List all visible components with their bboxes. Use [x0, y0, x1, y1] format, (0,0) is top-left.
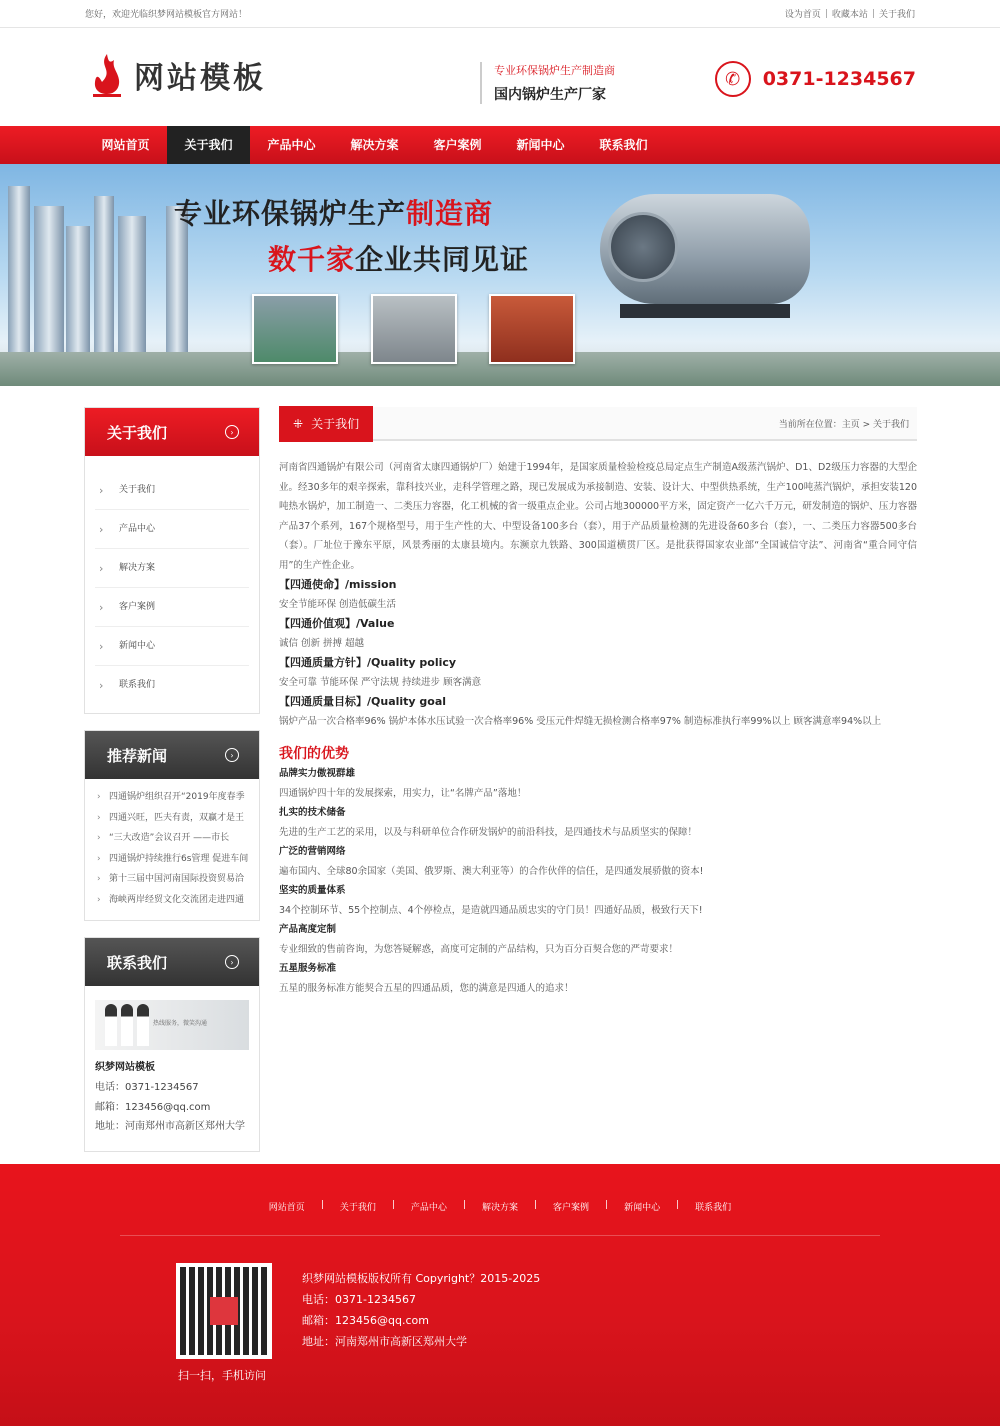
sidebar-item-cases[interactable]: › 客户案例	[95, 588, 249, 627]
section-heading: 【四通质量方针】/Quality policy	[279, 656, 457, 669]
nav-news[interactable]: 新闻中心	[516, 138, 565, 152]
footer-link-products[interactable]: 产品中心	[410, 1203, 447, 1213]
news-box-title: 推荐新闻	[107, 746, 168, 765]
footer-link-home[interactable]: 网站首页	[268, 1203, 305, 1213]
banner-thumb-2[interactable]	[371, 294, 457, 364]
sidebar-item-contact[interactable]: › 联系我们	[95, 666, 249, 705]
news-box-header	[85, 731, 259, 779]
section-text: 诚信 创新 拼搏 超越	[279, 637, 365, 649]
section-heading: 【四通价值观】/Value	[279, 617, 395, 630]
main-nav	[0, 126, 1000, 164]
footer-info	[302, 1268, 540, 1352]
content-title-tab	[279, 406, 373, 442]
advantage-heading: 坚实的质量体系	[279, 885, 346, 896]
service-image	[95, 1000, 249, 1050]
footer-divider	[120, 1235, 880, 1236]
sidebar	[84, 407, 260, 1168]
person-figure	[137, 1004, 149, 1046]
building-image	[66, 226, 90, 356]
section-text: 锅炉产品一次合格率96% 锅炉本体水压试验一次合格率96% 受压元件焊缝无损检测合格率97% 制造标准执行率99%以上 顾客满意率94%以上	[279, 715, 882, 727]
footer-mail: 邮箱：123456@qq.com	[302, 1314, 429, 1327]
nav-about[interactable]: 关于我们	[167, 126, 250, 164]
bookmark-link[interactable]: 收藏本站	[831, 10, 868, 20]
news-item[interactable]: › 四通兴旺，匹夫有责，双赢才是王	[95, 808, 249, 829]
phone-icon: ✆	[715, 61, 751, 97]
logo[interactable]	[90, 52, 266, 98]
boiler-image	[600, 194, 810, 304]
section-text: 安全可靠 节能环保 严守法规 持续进步 顾客满意	[279, 676, 482, 688]
building-image	[34, 206, 64, 356]
section-heading: 【四通质量目标】/Quality goal	[279, 695, 447, 708]
banner-headline-part: 专业环保锅炉生产	[174, 197, 407, 230]
footer-nav	[0, 1200, 1000, 1213]
boiler-door	[608, 212, 678, 282]
about-box-title: 关于我们	[107, 423, 168, 442]
about-box	[84, 407, 260, 714]
slogan-line1: 专业环保锅炉生产制造商	[494, 64, 615, 77]
qr-code	[176, 1263, 272, 1359]
advantage-text: 34个控制环节、55个控制点、4个停检点，是造就四通品质忠实的守门员！四通好品质，极致行天下!	[279, 904, 703, 916]
top-links	[785, 7, 915, 20]
advantage-heading: 广泛的营销网络	[279, 846, 346, 857]
nav-solutions[interactable]: 解决方案	[350, 138, 399, 152]
news-item[interactable]: › 四通锅炉组织召开“2019年度春季	[95, 787, 249, 808]
footer-link-about[interactable]: 关于我们	[339, 1203, 376, 1213]
footer-link-cases[interactable]: 客户案例	[553, 1203, 590, 1213]
company-intro: 河南省四通锅炉有限公司（河南省太康四通锅炉厂）始建于1994年，是国家质量检验检疫总局定点生产制造A级蒸汽锅炉、D1、D2级压力容器的大型企业。经30多年的艰辛探索，靠科技兴业，走科学管理之路，现已发展成为承接制造、安装、设计大、中型供热系统，生产100吨蒸汽锅炉，承担安装120吨热水锅炉，加工制造一、二类压力容器，化工机械的省一级重点企业。公司占地300000平方米，固定资产一亿六千万元，研发制造的锅炉、压力容器产品37个系列，167个规格型号，用于生产性的大、中型设备100多台（套），用于产品质量检测的先进设备60多台（套），一、二类压力容器500多台（套）。厂址位于豫东平原，风景秀丽的太康县境内。东濒京九铁路、300国道横贯厂区。是批获得国家农业部“全国诚信守法”、河南省“重合同守信用”的生产性企业。	[279, 462, 917, 571]
top-bar	[0, 0, 1000, 28]
header	[0, 28, 1000, 126]
advantage-text: 遍布国内、全球80余国家（美国、俄罗斯、澳大利亚等）的合作伙伴的信任，是四通发展骄傲的资本!	[279, 865, 704, 877]
divider: |	[534, 1200, 538, 1210]
breadcrumb[interactable]: 当前所在位置：主页 > 关于我们	[778, 419, 909, 430]
contact-box-header	[85, 938, 259, 986]
news-item[interactable]: › 海峡两岸经贸文化交流团走进四通	[95, 890, 249, 911]
contact-mail: 邮箱：123456@qq.com	[95, 1101, 211, 1113]
section-heading: 【四通使命】/mission	[279, 578, 397, 591]
main-area	[0, 386, 1000, 1156]
person-figure	[121, 1004, 133, 1046]
banner	[0, 164, 1000, 386]
divider: |	[605, 1200, 609, 1210]
advantage-heading: 品牌实力傲视群雄	[279, 768, 356, 779]
footer	[0, 1164, 1000, 1426]
content	[279, 407, 917, 998]
contact-addr: 地址：河南郑州市高新区郑州大学	[95, 1121, 245, 1132]
advantage-heading: 扎实的技术储备	[279, 807, 346, 818]
building-image	[118, 216, 146, 356]
contact-info	[85, 986, 259, 1151]
footer-addr: 地址：河南郑州市高新区郑州大学	[302, 1335, 467, 1348]
content-title: 关于我们	[311, 417, 360, 431]
footer-link-news[interactable]: 新闻中心	[624, 1203, 661, 1213]
advantage-text: 五星的服务标准方能契合五星的四通品质，您的满意是四通人的追求！	[279, 982, 574, 994]
divider: |	[824, 8, 828, 19]
welcome-text: 您好，欢迎光临织梦网站模板官方网站！	[85, 10, 248, 20]
advantage-text: 专业细致的售前咨询，为您答疑解惑，高度可定制的产品结构，只为百分百契合您的严苛要求！	[279, 943, 679, 955]
nav-home[interactable]: 网站首页	[101, 138, 150, 152]
building-image	[94, 196, 114, 356]
news-item[interactable]: › 第十三届中国河南国际投资贸易洽	[95, 869, 249, 890]
banner-subline-part: 企业共同见证	[355, 243, 530, 276]
service-image-text: 热线服务，微笑沟通	[153, 1020, 208, 1027]
advantage-text: 先进的生产工艺的采用，以及与科研单位合作研发锅炉的前沿科技，是四通技术与品质坚实的保障！	[279, 826, 698, 838]
logo-text: 网站模板	[134, 61, 266, 96]
footer-link-solutions[interactable]: 解决方案	[481, 1203, 518, 1213]
news-item[interactable]: › “三大改造”会议召开 ——市长	[95, 828, 249, 849]
section-text: 安全节能环保 创造低碳生活	[279, 598, 397, 610]
content-header	[279, 407, 917, 441]
advantage-heading: 产品高度定制	[279, 924, 337, 935]
arrow-right-icon[interactable]: ›	[225, 955, 239, 969]
hotline	[715, 61, 916, 97]
boiler-base	[620, 304, 790, 318]
about-menu	[85, 456, 259, 713]
divider: |	[676, 1200, 680, 1210]
contact-box	[84, 937, 260, 1152]
sidebar-item-about[interactable]: › 关于我们	[95, 471, 249, 510]
qr-block	[176, 1263, 272, 1383]
contact-name: 织梦网站模板	[95, 1062, 155, 1073]
grid-icon: ⁜	[293, 417, 304, 431]
nav-contact[interactable]: 联系我们	[599, 138, 648, 152]
set-homepage-link[interactable]: 设为首页	[784, 10, 821, 20]
content-body	[279, 441, 917, 998]
divider: |	[320, 1200, 324, 1210]
divider: |	[871, 8, 875, 19]
banner-subline	[268, 238, 529, 278]
contact-tel: 电话：0371-1234567	[95, 1082, 199, 1093]
banner-headline	[174, 192, 493, 232]
banner-thumb-1[interactable]	[252, 294, 338, 364]
banner-headline-highlight: 制造商	[406, 197, 494, 230]
qr-code-pattern	[180, 1267, 268, 1355]
sidebar-item-solutions[interactable]: › 解决方案	[95, 549, 249, 588]
advantage-heading: 五星服务标准	[279, 963, 337, 974]
phone-number: 0371-1234567	[762, 68, 916, 90]
contact-box-title: 联系我们	[107, 953, 168, 972]
slogan-line2: 国内锅炉生产厂家	[494, 87, 606, 103]
nav-cases[interactable]: 客户案例	[433, 138, 482, 152]
footer-tel: 电话：0371-1234567	[302, 1293, 416, 1306]
advantage-text: 四通锅炉四十年的发展探索，用实力，让“名牌产品”落地！	[279, 787, 527, 799]
sidebar-item-products[interactable]: › 产品中心	[95, 510, 249, 549]
advantages-title: 我们的优势	[279, 746, 349, 762]
flame-icon	[90, 52, 124, 98]
arrow-right-icon[interactable]: ›	[225, 425, 239, 439]
banner-subline-highlight: 数千家	[268, 243, 356, 276]
qr-label: 扫一扫，手机访问	[178, 1369, 266, 1382]
news-list	[85, 779, 259, 920]
banner-thumb-3[interactable]	[489, 294, 575, 364]
building-image	[8, 186, 30, 356]
about-box-header	[85, 408, 259, 456]
person-figure	[105, 1004, 117, 1046]
news-box	[84, 730, 260, 921]
arrow-right-icon[interactable]: ›	[225, 748, 239, 762]
divider: |	[391, 1200, 395, 1210]
news-item[interactable]: › 四通锅炉持续推行6s管理 促进车间	[95, 849, 249, 870]
sidebar-item-news[interactable]: › 新闻中心	[95, 627, 249, 666]
footer-link-contact[interactable]: 联系我们	[695, 1203, 732, 1213]
divider: |	[462, 1200, 466, 1210]
about-link[interactable]: 关于我们	[878, 10, 915, 20]
copyright: 织梦网站模板版权所有 Copyright？2015-2025	[302, 1272, 541, 1285]
nav-products[interactable]: 产品中心	[267, 138, 316, 152]
slogan	[480, 62, 615, 104]
